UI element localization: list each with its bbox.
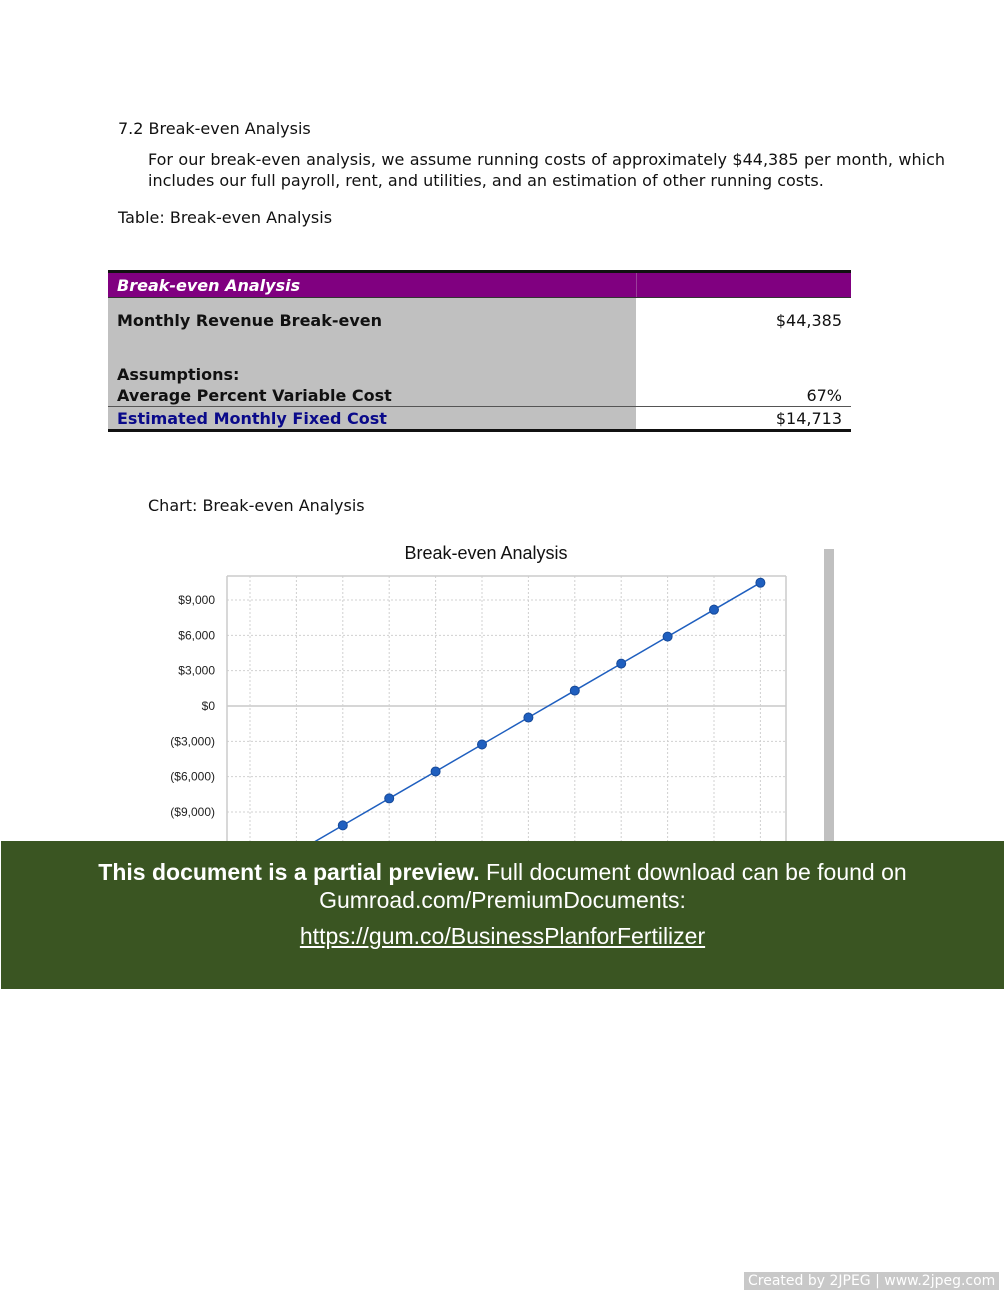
y-tick-label: $9,000	[178, 592, 215, 607]
y-tick-label: $0	[201, 699, 215, 713]
data-point	[663, 632, 672, 641]
data-point	[570, 686, 579, 695]
table-row	[108, 384, 851, 407]
chart-title: Break-even Analysis	[404, 543, 568, 563]
data-point	[385, 794, 394, 803]
table-header-row	[108, 272, 851, 298]
data-point	[710, 605, 719, 614]
y-tick-label: ($6,000)	[170, 769, 215, 784]
row-value: $14,713	[636, 407, 851, 431]
data-point	[756, 578, 765, 587]
row-label: Average Percent Variable Cost	[108, 384, 636, 407]
y-tick-label: ($3,000)	[170, 734, 215, 749]
banner-bold-text: This document is a partial preview.	[98, 859, 480, 885]
data-point	[617, 659, 626, 668]
data-point	[478, 740, 487, 749]
y-tick-label: $3,000	[178, 663, 215, 678]
row-value: 67%	[806, 385, 842, 405]
break-even-table	[108, 270, 851, 432]
banner-text	[1, 858, 1004, 914]
chart-caption: Chart: Break-even Analysis	[148, 496, 365, 515]
table-row	[108, 298, 851, 343]
data-point	[524, 713, 533, 722]
watermark: Created by 2JPEG | www.2jpeg.com	[744, 1272, 999, 1290]
y-tick-label: $6,000	[178, 628, 215, 643]
row-label: Estimated Monthly Fixed Cost	[108, 407, 636, 431]
row-value: $44,385	[775, 310, 842, 330]
y-tick-label: ($9,000)	[170, 805, 215, 820]
series-line	[250, 583, 760, 845]
preview-banner	[1, 841, 1004, 989]
row-label: Monthly Revenue Break-even	[108, 298, 636, 343]
row-value	[636, 342, 851, 384]
table-caption: Table: Break-even Analysis	[118, 208, 333, 227]
table-row	[108, 342, 851, 384]
banner-line2: Gumroad.com/PremiumDocuments:	[319, 887, 686, 913]
break-even-chart	[150, 535, 820, 845]
chart-scrollbar[interactable]	[824, 549, 834, 849]
section-heading: 7.2 Break-even Analysis	[118, 119, 311, 138]
data-point	[431, 767, 440, 776]
banner-normal-text: Full document download can be found on	[479, 859, 907, 885]
intro-paragraph: For our break-even analysis, we assume running costs of approximately $44,385 per month, which includes our full payroll, rent, and utilities, and an estimation of other running costs.	[148, 150, 945, 190]
row-label: Assumptions:	[108, 342, 636, 384]
download-link[interactable]: https://gum.co/BusinessPlanforFertilizer	[299, 923, 706, 949]
data-point	[338, 821, 347, 830]
table-header-title: Break-even Analysis	[108, 272, 636, 298]
table-row-total	[108, 407, 851, 431]
